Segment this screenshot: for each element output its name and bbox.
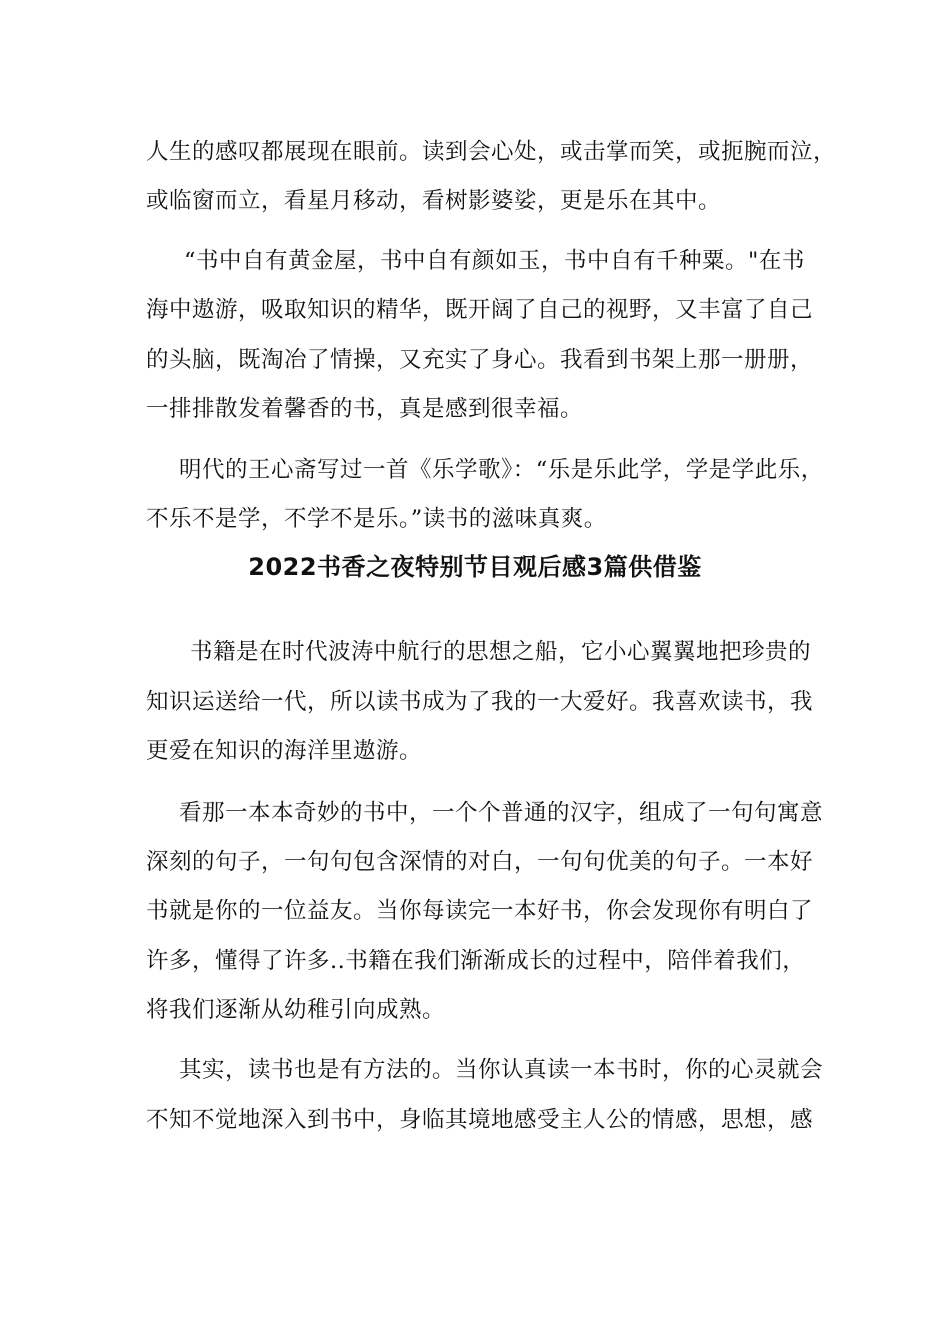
section-heading: 2022书香之夜特别节目观后感3篇供借鉴	[248, 553, 702, 581]
paragraph-line: 的头脑，既淘冶了情操，又充实了身心。我看到书架上那一册册，	[146, 347, 814, 373]
paragraph-line: 人生的感叹都展现在眼前。读到会心处，或击掌而笑，或扼腕而泣，	[146, 139, 837, 165]
paragraph-line: 知识运送给一代，所以读书成为了我的一大爱好。我喜欢读书，我	[146, 689, 814, 715]
paragraph-line: 更爱在知识的海洋里遨游。	[146, 738, 423, 764]
paragraph-line: 或临窗而立，看星月移动，看树影婆娑，更是乐在其中。	[146, 188, 722, 214]
paragraph-line: 明代的王心斋写过一首《乐学歌》：“乐是乐此学，学是学此乐，	[179, 457, 824, 483]
paragraph-line: “书中自有黄金屋，书中自有颜如玉，书中自有千种粟。"在书	[184, 248, 805, 274]
paragraph-line: 看那一本本奇妙的书中，一个个普通的汉字，组成了一句句寓意	[179, 800, 824, 826]
paragraph-line: 许多，懂得了许多..书籍在我们渐渐成长的过程中，陪伴着我们，	[146, 948, 806, 974]
paragraph-line: 海中遨游，吸取知识的精华，既开阔了自己的视野，又丰富了自己	[146, 297, 814, 323]
paragraph-line: 书就是你的一位益友。当你每读完一本好书，你会发现你有明白了	[146, 898, 814, 924]
paragraph-line: 书籍是在时代波涛中航行的思想之船，它小心翼翼地把珍贵的	[190, 639, 812, 665]
paragraph-line: 将我们逐渐从幼稚引向成熟。	[146, 997, 446, 1023]
paragraph-line: 不知不觉地深入到书中，身临其境地感受主人公的情感，思想，感	[146, 1107, 814, 1133]
paragraph-line: 不乐不是学，不学不是乐。”读书的滋味真爽。	[146, 506, 607, 532]
paragraph-line: 深刻的句子，一句句包含深情的对白，一句句优美的句子。一本好	[146, 849, 814, 875]
paragraph-line: 其实，读书也是有方法的。当你认真读一本书时，你的心灵就会	[179, 1057, 824, 1083]
paragraph-line: 一排排散发着馨香的书，真是感到很幸福。	[146, 396, 584, 422]
